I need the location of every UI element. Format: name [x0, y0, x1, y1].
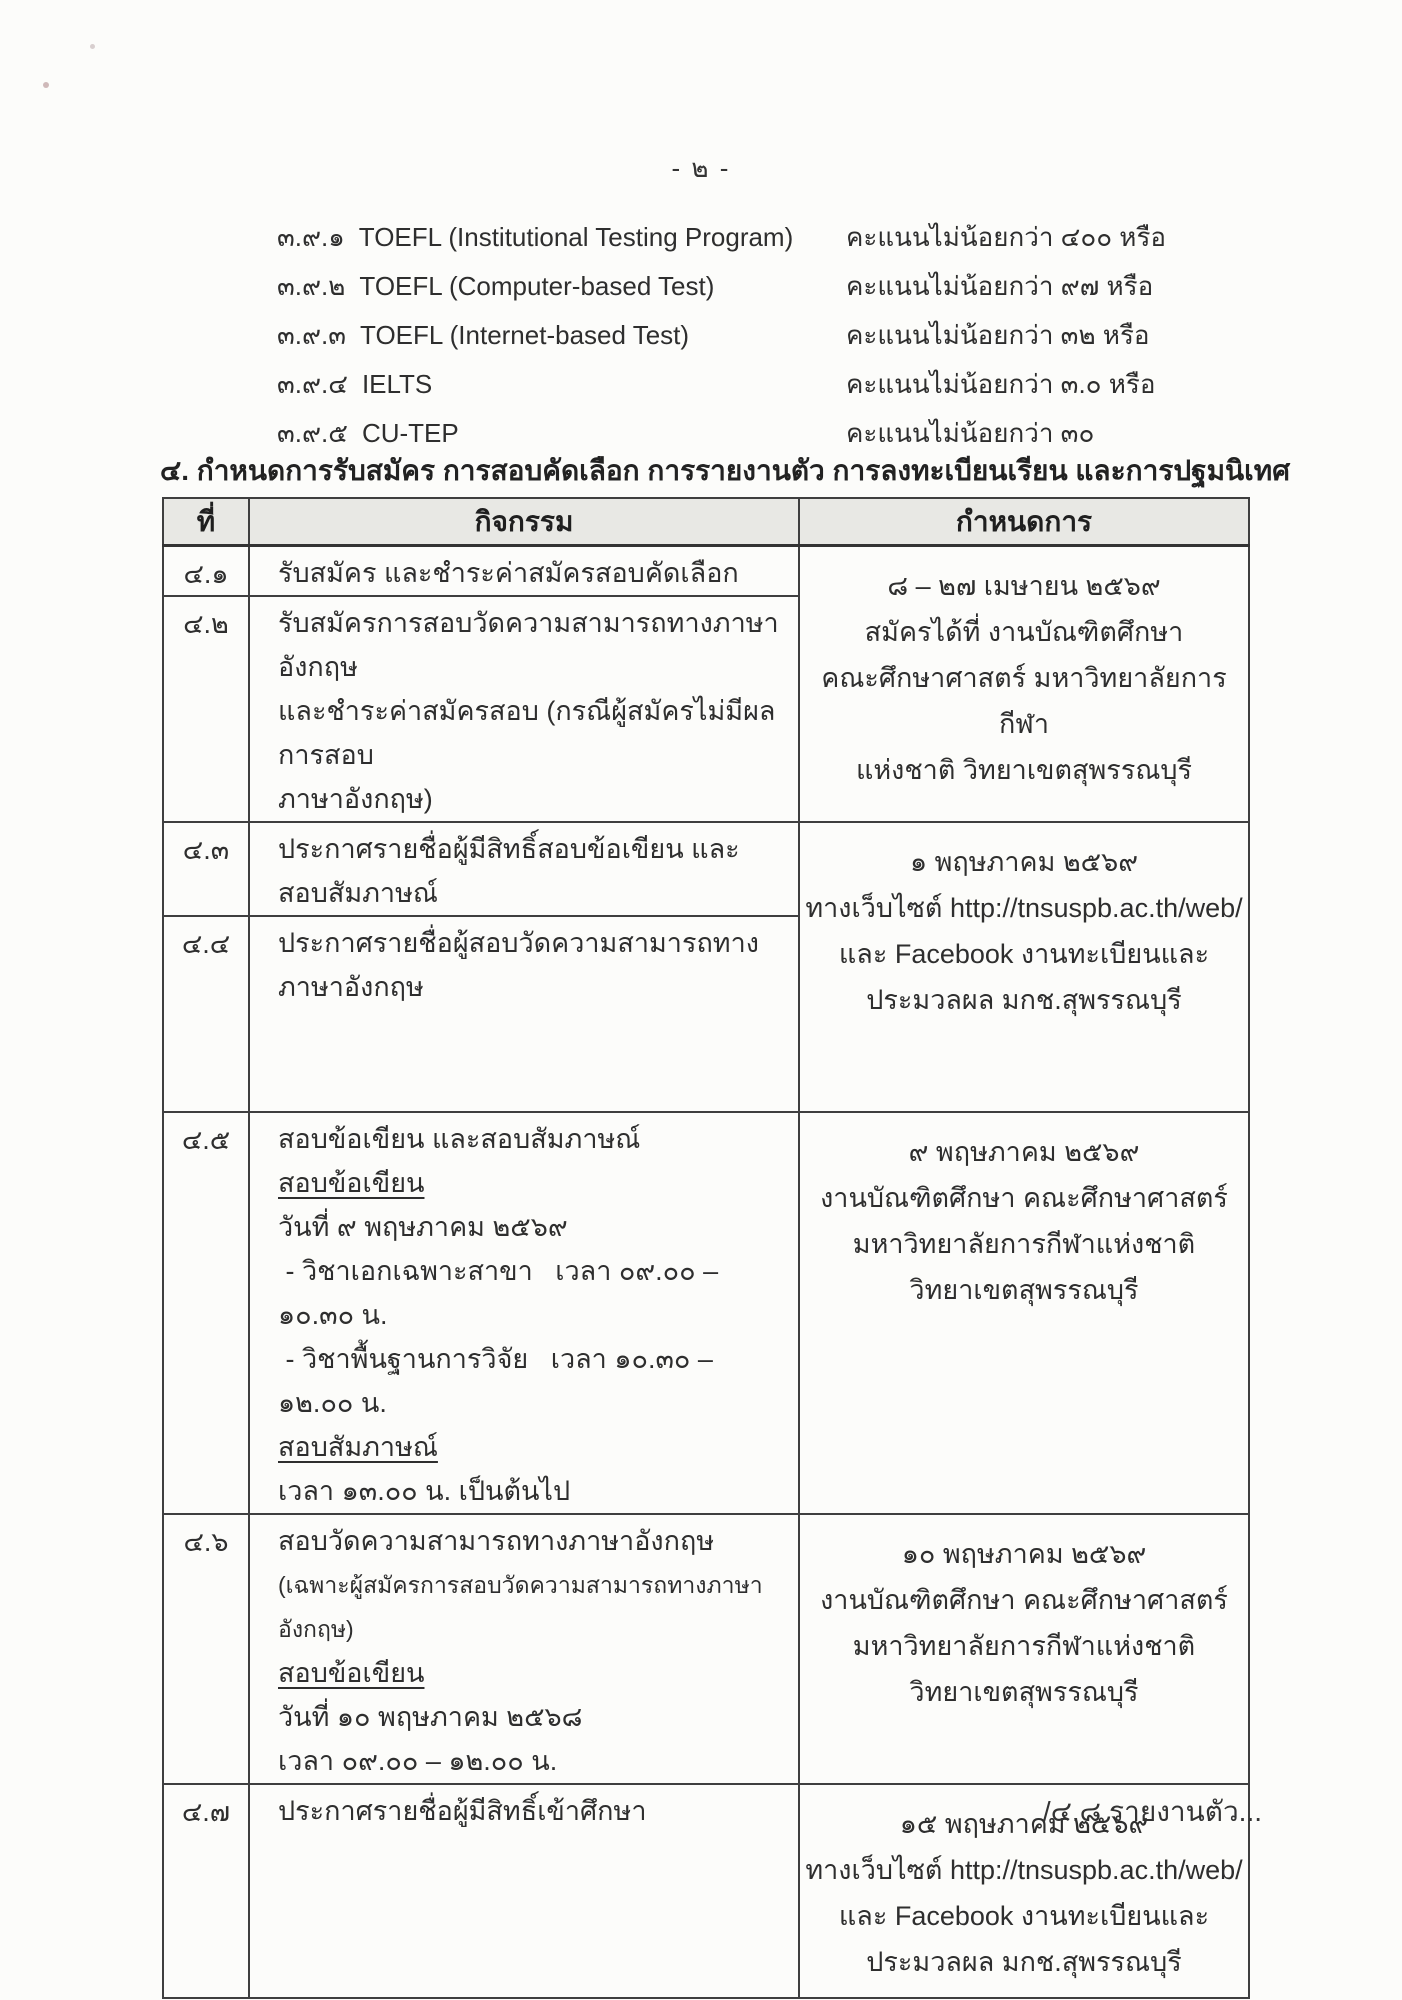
item-number: ๓.๙.๓: [277, 320, 347, 350]
table-row: [163, 822, 1249, 916]
header-no: ที่: [163, 498, 249, 546]
header-activity: กิจกรรม: [249, 498, 799, 546]
scan-speck: [90, 44, 95, 49]
score-list-item: [277, 213, 1277, 262]
test-name: TOEFL (Internet-based Test): [360, 320, 690, 350]
test-name: IELTS: [361, 369, 433, 399]
schedule-cell: ๑ พฤษภาคม ๒๕๖๙ ทางเว็บไซต์ http://tnsuspb.ac.th/web/ และ Facebook งานทะเบียนและ ประมวลผล มกช.สุพรรณบุรี: [799, 822, 1249, 1112]
row-number: ๔.๔: [163, 916, 249, 1112]
min-score: คะแนนไม่น้อยกว่า ๔๐๐ หรือ: [846, 222, 1167, 252]
score-list-item: [277, 409, 1277, 458]
item-number: ๓.๙.๑: [277, 222, 345, 252]
row-number: ๔.๗: [163, 1784, 249, 1998]
activity-cell: รับสมัครการสอบวัดความสามารถทางภาษาอังกฤษ และชำระค่าสมัครสอบ (กรณีผู้สมัครไม่มีผลการสอบ ภาษาอังกฤษ): [249, 596, 799, 822]
min-score: คะแนนไม่น้อยกว่า ๓๒ หรือ: [846, 320, 1150, 350]
schedule-cell: ๑๐ พฤษภาคม ๒๕๖๙ งานบัณฑิตศึกษา คณะศึกษาศาสตร์ มหาวิทยาลัยการกีฬาแห่งชาติ วิทยาเขตสุพรรณบุรี: [799, 1514, 1249, 1784]
activity-cell: ประกาศรายชื่อผู้มีสิทธิ์สอบข้อเขียน และสอบสัมภาษณ์: [249, 822, 799, 916]
item-number: ๓.๙.๔: [277, 369, 348, 399]
row-number: ๔.๑: [163, 546, 249, 597]
schedule-cell: ๑๕ พฤษภาคม ๒๕๖๙ ทางเว็บไซต์ http://tnsuspb.ac.th/web/ และ Facebook งานทะเบียนและ ประมวลผล มกช.สุพรรณบุรี: [799, 1784, 1249, 1998]
schedule-table: [162, 497, 1250, 1999]
min-score: คะแนนไม่น้อยกว่า ๓.๐ หรือ: [846, 369, 1156, 399]
row-number: ๔.๕: [163, 1112, 249, 1514]
activity-cell: รับสมัคร และชำระค่าสมัครสอบคัดเลือก: [249, 546, 799, 597]
schedule-cell: ๙ พฤษภาคม ๒๕๖๙ งานบัณฑิตศึกษา คณะศึกษาศาสตร์ มหาวิทยาลัยการกีฬาแห่งชาติ วิทยาเขตสุพรรณบุรี: [799, 1112, 1249, 1514]
activity-cell: สอบข้อเขียน และสอบสัมภาษณ์ สอบข้อเขียน วันที่ ๙ พฤษภาคม ๒๕๖๙ - วิชาเอกเฉพาะสาขา เวลา ๐๙.๐๐ – ๑๐.๓๐ น. - วิชาพื้นฐานการวิจัย เวลา ๑๐.๓๐ – ๑๒.๐๐ น. สอบสัมภาษณ์ เวลา ๑๓.๐๐ น. เป็นต้นไป: [249, 1112, 799, 1514]
section-heading: ๔. กำหนดการรับสมัคร การสอบคัดเลือก การรายงานตัว การลงทะเบียนเรียน และการปฐมนิเทศ: [160, 455, 1290, 486]
min-score: คะแนนไม่น้อยกว่า ๙๗ หรือ: [846, 271, 1154, 301]
item-number: ๓.๙.๒: [277, 271, 346, 301]
activity-cell: ประกาศรายชื่อผู้สอบวัดความสามารถทางภาษาอังกฤษ: [249, 916, 799, 1112]
score-list-item: [277, 360, 1277, 409]
schedule-cell: ๘ – ๒๗ เมษายน ๒๕๖๙ สมัครได้ที่ งานบัณฑิตศึกษา คณะศึกษาศาสตร์ มหาวิทยาลัยการกีฬา แห่งชาติ วิทยาเขตสุพรรณบุรี: [799, 546, 1249, 823]
row-number: ๔.๓: [163, 822, 249, 916]
score-list-item: [277, 311, 1277, 360]
item-number: ๓.๙.๕: [277, 418, 348, 448]
table-header-row: [163, 498, 1249, 546]
table-row: [163, 1112, 1249, 1514]
table-row: [163, 546, 1249, 597]
activity-cell: ประกาศรายชื่อผู้มีสิทธิ์เข้าศึกษา: [249, 1784, 799, 1998]
activity-cell: สอบวัดความสามารถทางภาษาอังกฤษ (เฉพาะผู้สมัครการสอบวัดความสามารถทางภาษาอังกฤษ) สอบข้อเขียน วันที่ ๑๐ พฤษภาคม ๒๕๖๘ เวลา ๐๙.๐๐ – ๑๒.๐๐ น.: [249, 1514, 799, 1784]
header-schedule: กำหนดการ: [799, 498, 1249, 546]
scan-speck: [43, 82, 49, 88]
continuation-note: /๔.๘ รายงานตัว...: [1042, 1796, 1262, 1827]
row-number: ๔.๖: [163, 1514, 249, 1784]
test-name: TOEFL (Computer-based Test): [359, 271, 715, 301]
min-score: คะแนนไม่น้อยกว่า ๓๐: [846, 418, 1095, 448]
english-score-list: [277, 213, 1277, 458]
score-list-item: [277, 262, 1277, 311]
test-name: CU-TEP: [361, 418, 459, 448]
row-number: ๔.๒: [163, 596, 249, 822]
page-number: - ๒ -: [671, 153, 731, 183]
table-row: [163, 1514, 1249, 1784]
test-name: TOEFL (Institutional Testing Program): [358, 222, 794, 252]
